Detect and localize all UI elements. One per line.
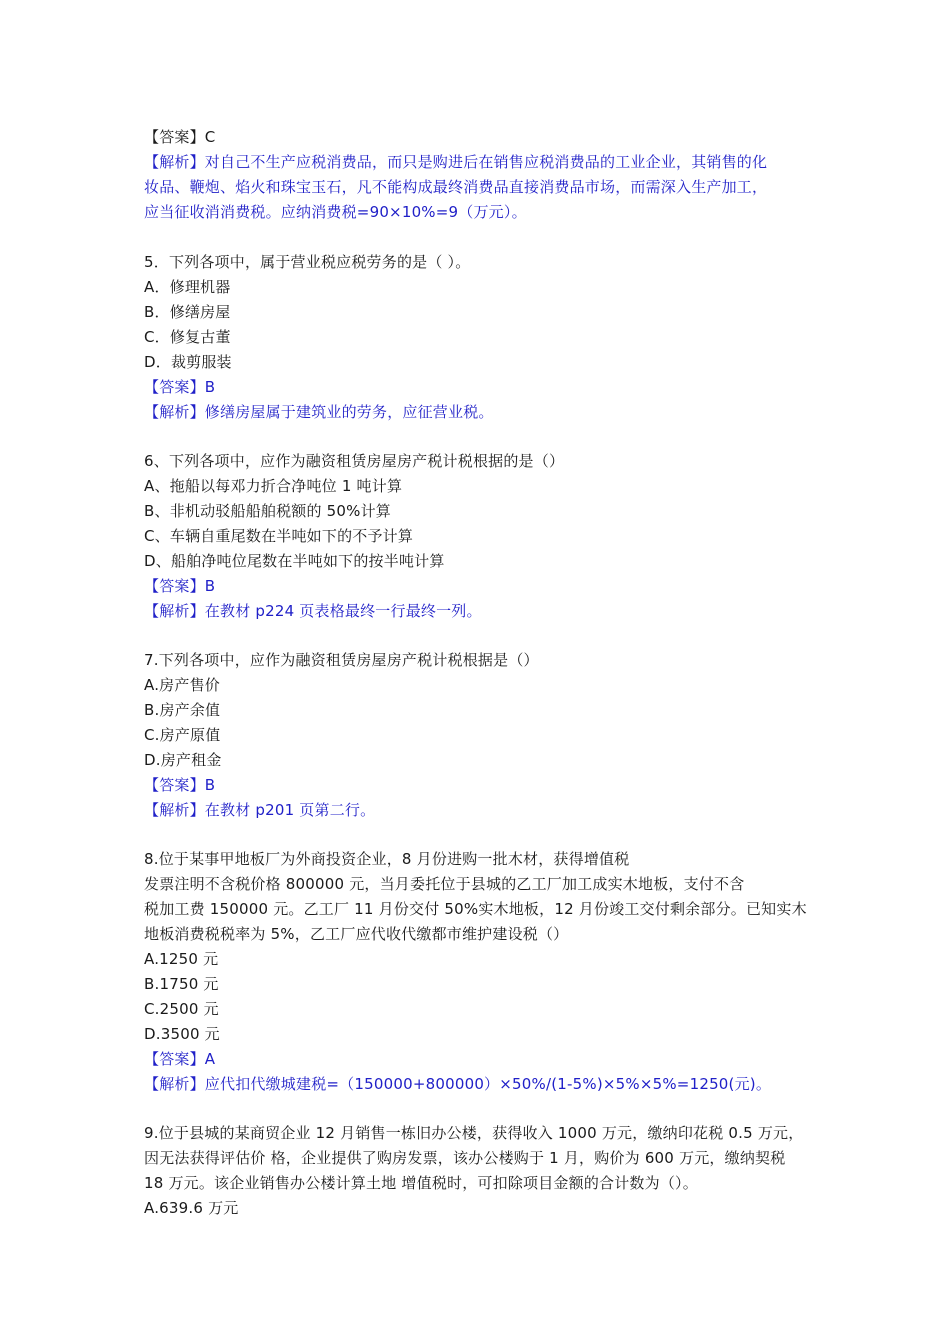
question-stem: 7.下列各项中，应作为融资租赁房屋房产税计税根据是（） xyxy=(144,651,539,669)
option-d: D.3500 元 xyxy=(144,1025,220,1043)
explanation-line: 【解析】修缮房屋属于建筑业的劳务，应征营业税。 xyxy=(144,403,494,421)
option-d: D．裁剪服装 xyxy=(144,353,232,371)
answer-line: 【答案】A xyxy=(144,1050,216,1068)
answer-line: 【答案】B xyxy=(144,776,216,794)
option-d: D、船舶净吨位尾数在半吨如下的按半吨计算 xyxy=(144,552,445,570)
explanation-line: 【解析】在教材 p201 页第二行。 xyxy=(144,801,376,819)
question-stem: 9.位于县城的某商贸企业 12 月销售一栋旧办公楼，获得收入 1000 万元，缴纳印花税 0.5 万元， xyxy=(144,1124,804,1142)
option-a: A．修理机器 xyxy=(144,278,231,296)
option-b: B.房产余值 xyxy=(144,701,221,719)
option-b: B．修缮房屋 xyxy=(144,303,231,321)
option-a: A.房产售价 xyxy=(144,676,220,694)
question-5 xyxy=(144,250,810,425)
question-6 xyxy=(144,449,810,624)
question-8 xyxy=(144,847,810,1097)
explanation-line: 妆品、鞭炮、焰火和珠宝玉石，凡不能构成最终消费品直接消费品市场，而需深入生产加工， xyxy=(144,178,768,196)
option-c: C.房产原值 xyxy=(144,726,221,744)
option-a: A.1250 元 xyxy=(144,950,219,968)
question-stem: 地板消费税税率为 5%，乙工厂应代收代缴都市维护建设税（） xyxy=(144,925,569,943)
question-7 xyxy=(144,648,810,823)
question-stem: 税加工费 150000 元。乙工厂 11 月份交付 50%实木地板，12 月份竣工交付剩余部分。已知实木 xyxy=(144,900,807,918)
option-b: B.1750 元 xyxy=(144,975,219,993)
option-c: C．修复古董 xyxy=(144,328,231,346)
question-stem: 5．下列各项中，属于营业税应税劳务的是（ ）。 xyxy=(144,253,471,271)
option-c: C.2500 元 xyxy=(144,1000,219,1018)
question-stem: 发票注明不含税价格 800000 元，当月委托位于县城的乙工厂加工成实木地板，支付不含 xyxy=(144,875,745,893)
explanation-line: 应当征收消消费税。应纳消费税=90×10%=9（万元）。 xyxy=(144,203,527,221)
explanation-line: 【解析】在教材 p224 页表格最终一行最终一列。 xyxy=(144,602,482,620)
option-d: D.房产租金 xyxy=(144,751,222,769)
option-a: A、拖船以每邓力折合净吨位 1 吨计算 xyxy=(144,477,403,495)
option-b: B、非机动驳船船舶税额的 50%计算 xyxy=(144,502,391,520)
answer-line: 【答案】C xyxy=(144,128,216,146)
question-9 xyxy=(144,1121,810,1221)
question-stem: 因无法获得评估价 格，企业提供了购房发票，该办公楼购于 1 月，购价为 600 万元，缴纳契税 xyxy=(144,1149,786,1167)
section-answer-4 xyxy=(144,125,810,225)
explanation-line: 【解析】应代扣代缴城建税=（150000+800000）×50%/(1-5%)×5%×5%=1250(元)。 xyxy=(144,1075,772,1093)
option-c: C、车辆自重尾数在半吨如下的不予计算 xyxy=(144,527,414,545)
question-stem: 6、下列各项中，应作为融资租赁房屋房产税计税根据的是（） xyxy=(144,452,565,470)
question-stem: 8.位于某事甲地板厂为外商投资企业，8 月份进购一批木材，获得增值税 xyxy=(144,850,630,868)
explanation-line: 【解析】对自己不生产应税消费品，而只是购进后在销售应税消费品的工业企业，其销售的化 xyxy=(144,153,768,171)
answer-line: 【答案】B xyxy=(144,378,216,396)
answer-line: 【答案】B xyxy=(144,577,216,595)
option-a: A.639.6 万元 xyxy=(144,1199,239,1217)
question-stem: 18 万元。该企业销售办公楼计算土地 增值税时，可扣除项目金额的合计数为（）。 xyxy=(144,1174,698,1192)
